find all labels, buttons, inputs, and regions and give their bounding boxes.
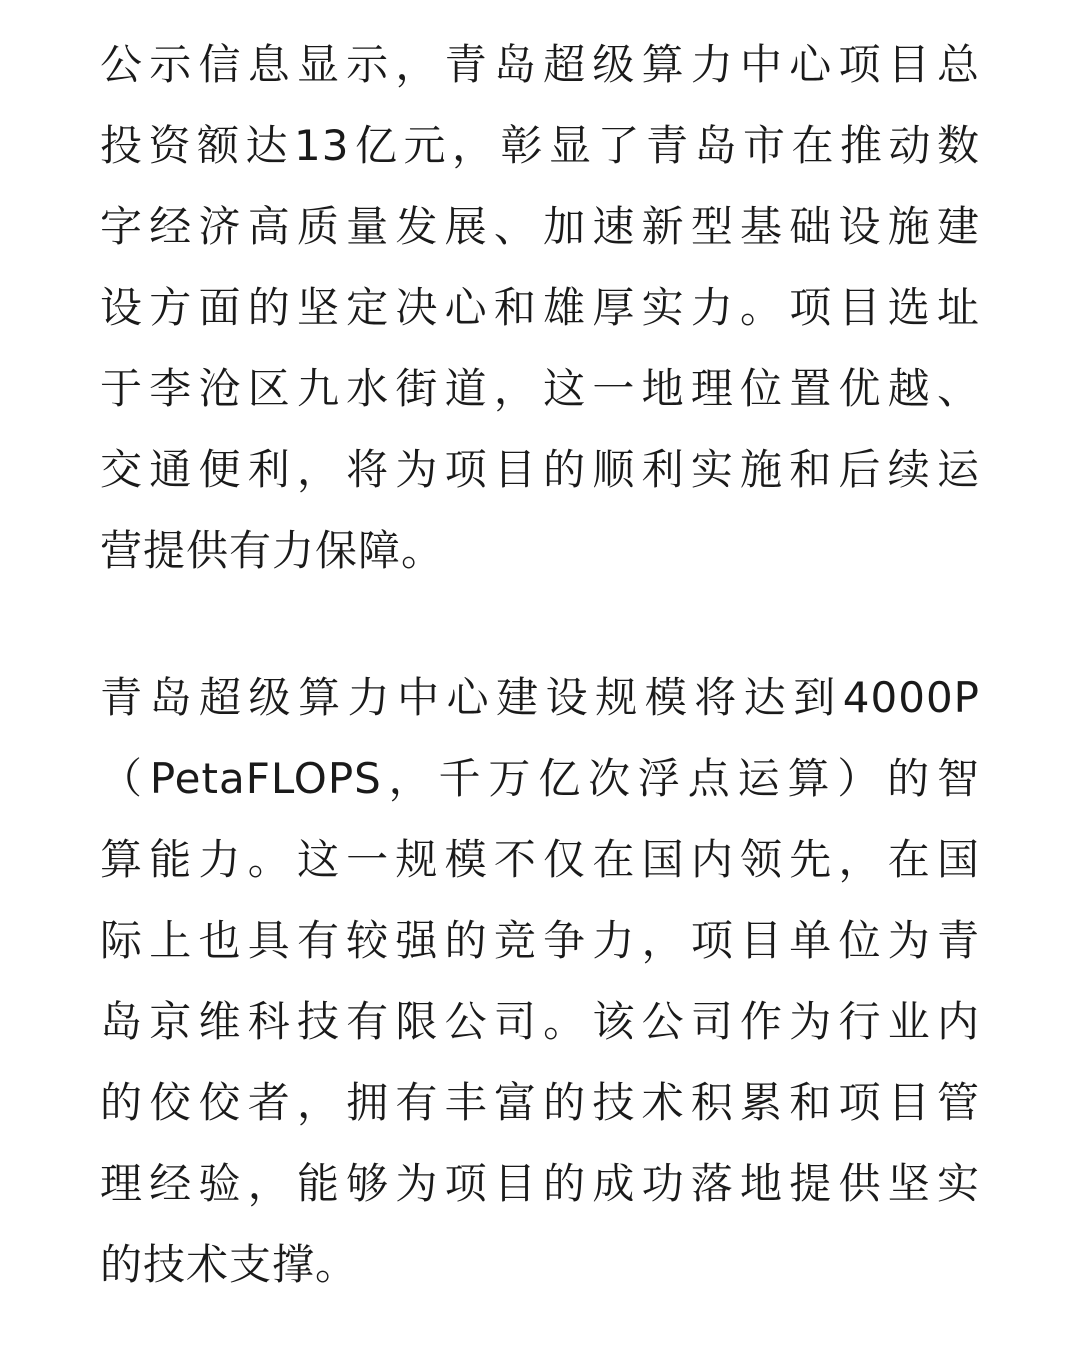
text-line: 理经验，能够为项目的成功落地提供坚实	[100, 1159, 980, 1208]
text-line: 岛京维科技有限公司。该公司作为行业内	[100, 997, 980, 1046]
text-line: 设方面的坚定决心和雄厚实力。项目选址	[100, 283, 980, 332]
paragraph-investment	[100, 24, 980, 591]
text-line: 的佼佼者，拥有丰富的技术积累和项目管	[100, 1078, 980, 1127]
text-line: （PetaFLOPS，千万亿次浮点运算）的智	[100, 754, 980, 803]
paragraph-scale	[100, 657, 980, 1305]
text-line: 际上也具有较强的竞争力，项目单位为青	[100, 916, 980, 965]
text-line: 交通便利，将为项目的顺利实施和后续运	[100, 445, 980, 494]
text-line: 于李沧区九水街道，这一地理位置优越、	[100, 364, 980, 413]
text-line: 公示信息显示，青岛超级算力中心项目总	[100, 40, 980, 89]
text-line: 的技术支撑。	[100, 1240, 359, 1289]
text-line: 算能力。这一规模不仅在国内领先，在国	[100, 835, 980, 884]
text-line: 营提供有力保障。	[100, 526, 445, 575]
text-line: 字经济高质量发展、加速新型基础设施建	[100, 202, 980, 251]
text-line: 投资额达13亿元，彰显了青岛市在推动数	[100, 121, 980, 170]
text-line: 青岛超级算力中心建设规模将达到4000P	[100, 673, 980, 722]
article-body	[100, 24, 980, 1371]
